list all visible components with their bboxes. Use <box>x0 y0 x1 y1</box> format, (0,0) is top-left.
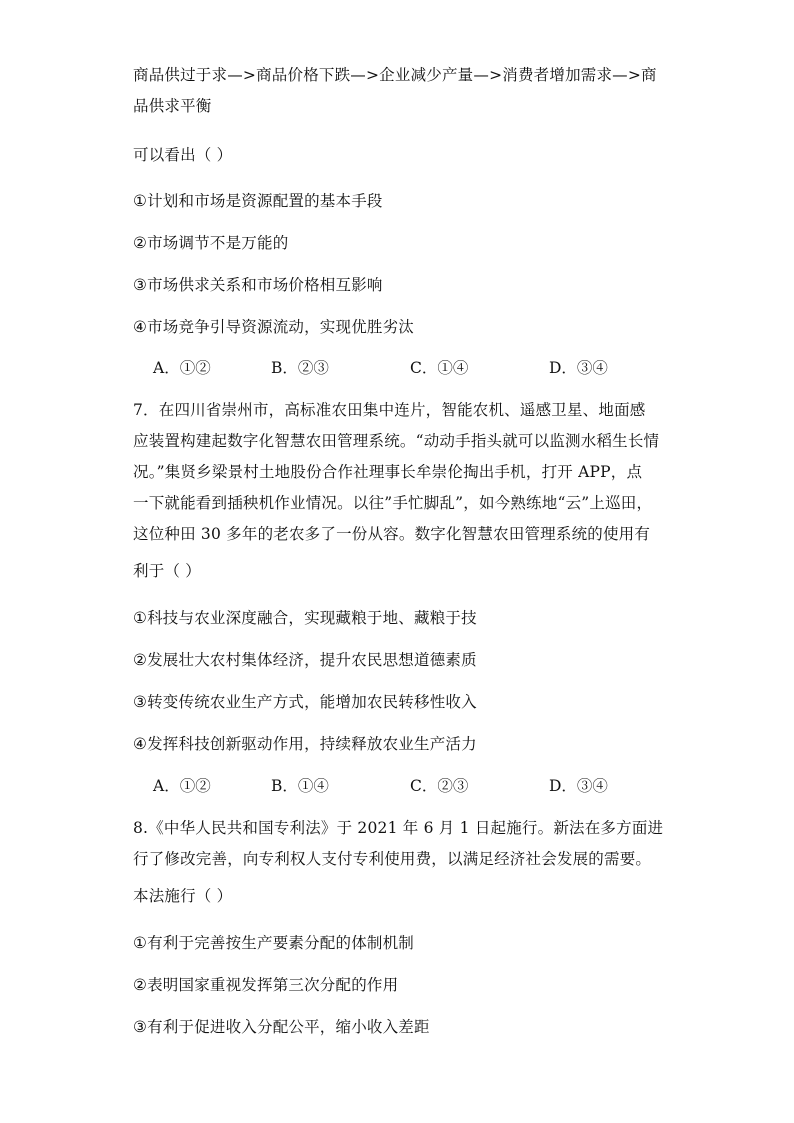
q7-line-1: 7．在四川省崇州市，高标准农田集中连片，智能农机、遥感卫星、地面感 <box>133 401 646 419</box>
intro-line-1: 商品供过于求—>商品价格下跌—>企业减少产量—>消费者增加需求—>商 <box>133 66 657 84</box>
q6-option-b[interactable]: B．②③ <box>271 359 329 377</box>
q7-item-4: ④发挥科技创新驱动作用，持续释放农业生产活力 <box>133 735 477 753</box>
q8-line-1: 8.《中华人民共和国专利法》于 2021 年 6 月 1 日起施行。新法在多方面进 <box>133 819 664 837</box>
q6-item-1: ①计划和市场是资源配置的基本手段 <box>133 192 383 210</box>
q7-line-6: 利于（ ） <box>133 562 201 580</box>
q6-item-3: ③市场供求关系和市场价格相互影响 <box>133 276 383 294</box>
q7-option-c[interactable]: C．②③ <box>410 777 469 795</box>
q6-item-4: ④市场竞争引导资源流动，实现优胜劣汰 <box>133 318 414 336</box>
q7-item-1: ①科技与农业深度融合，实现藏粮于地、藏粮于技 <box>133 609 477 627</box>
q8-line-3: 本法施行（ ） <box>133 887 233 905</box>
q7-option-b[interactable]: B．①④ <box>271 777 329 795</box>
q7-option-d[interactable]: D．③④ <box>549 777 608 795</box>
q7-line-4: 一下就能看到插秧机作业情况。以往”手忙脚乱”，如今熟练地“云”上巡田， <box>133 494 653 512</box>
q8-item-2: ②表明国家重视发挥第三次分配的作用 <box>133 976 399 994</box>
q6-option-c[interactable]: C．①④ <box>410 359 469 377</box>
q8-line-2: 行了修改完善，向专利权人支付专利使用费，以满足经济社会发展的需要。 <box>133 850 652 868</box>
intro-line-2: 品供求平衡 <box>133 97 212 115</box>
q8-item-3: ③有利于促进收入分配公平，缩小收入差距 <box>133 1018 430 1036</box>
q7-option-a[interactable]: A．①② <box>153 777 211 795</box>
q7-item-2: ②发展壮大农村集体经济，提升农民思想道德素质 <box>133 651 477 669</box>
q7-line-5: 这位种田 30 多年的老农多了一份从容。数字化智慧农田管理系统的使用有 <box>133 525 651 543</box>
q8-item-1: ①有利于完善按生产要素分配的体制机制 <box>133 934 414 952</box>
q7-line-3: 况。”集贤乡梁景村土地股份合作社理事长牟崇伦掏出手机，打开 APP，点 <box>133 463 643 481</box>
q6-option-a[interactable]: A．①② <box>153 359 211 377</box>
q7-line-2: 应装置构建起数字化智慧农田管理系统。“动动手指头就可以监测水稻生长情 <box>133 432 660 450</box>
q6-option-d[interactable]: D．③④ <box>549 359 608 377</box>
q6-stem-tail: 可以看出（ ） <box>133 146 233 164</box>
q7-item-3: ③转变传统农业生产方式，能增加农民转移性收入 <box>133 693 477 711</box>
q6-item-2: ②市场调节不是万能的 <box>133 234 289 252</box>
